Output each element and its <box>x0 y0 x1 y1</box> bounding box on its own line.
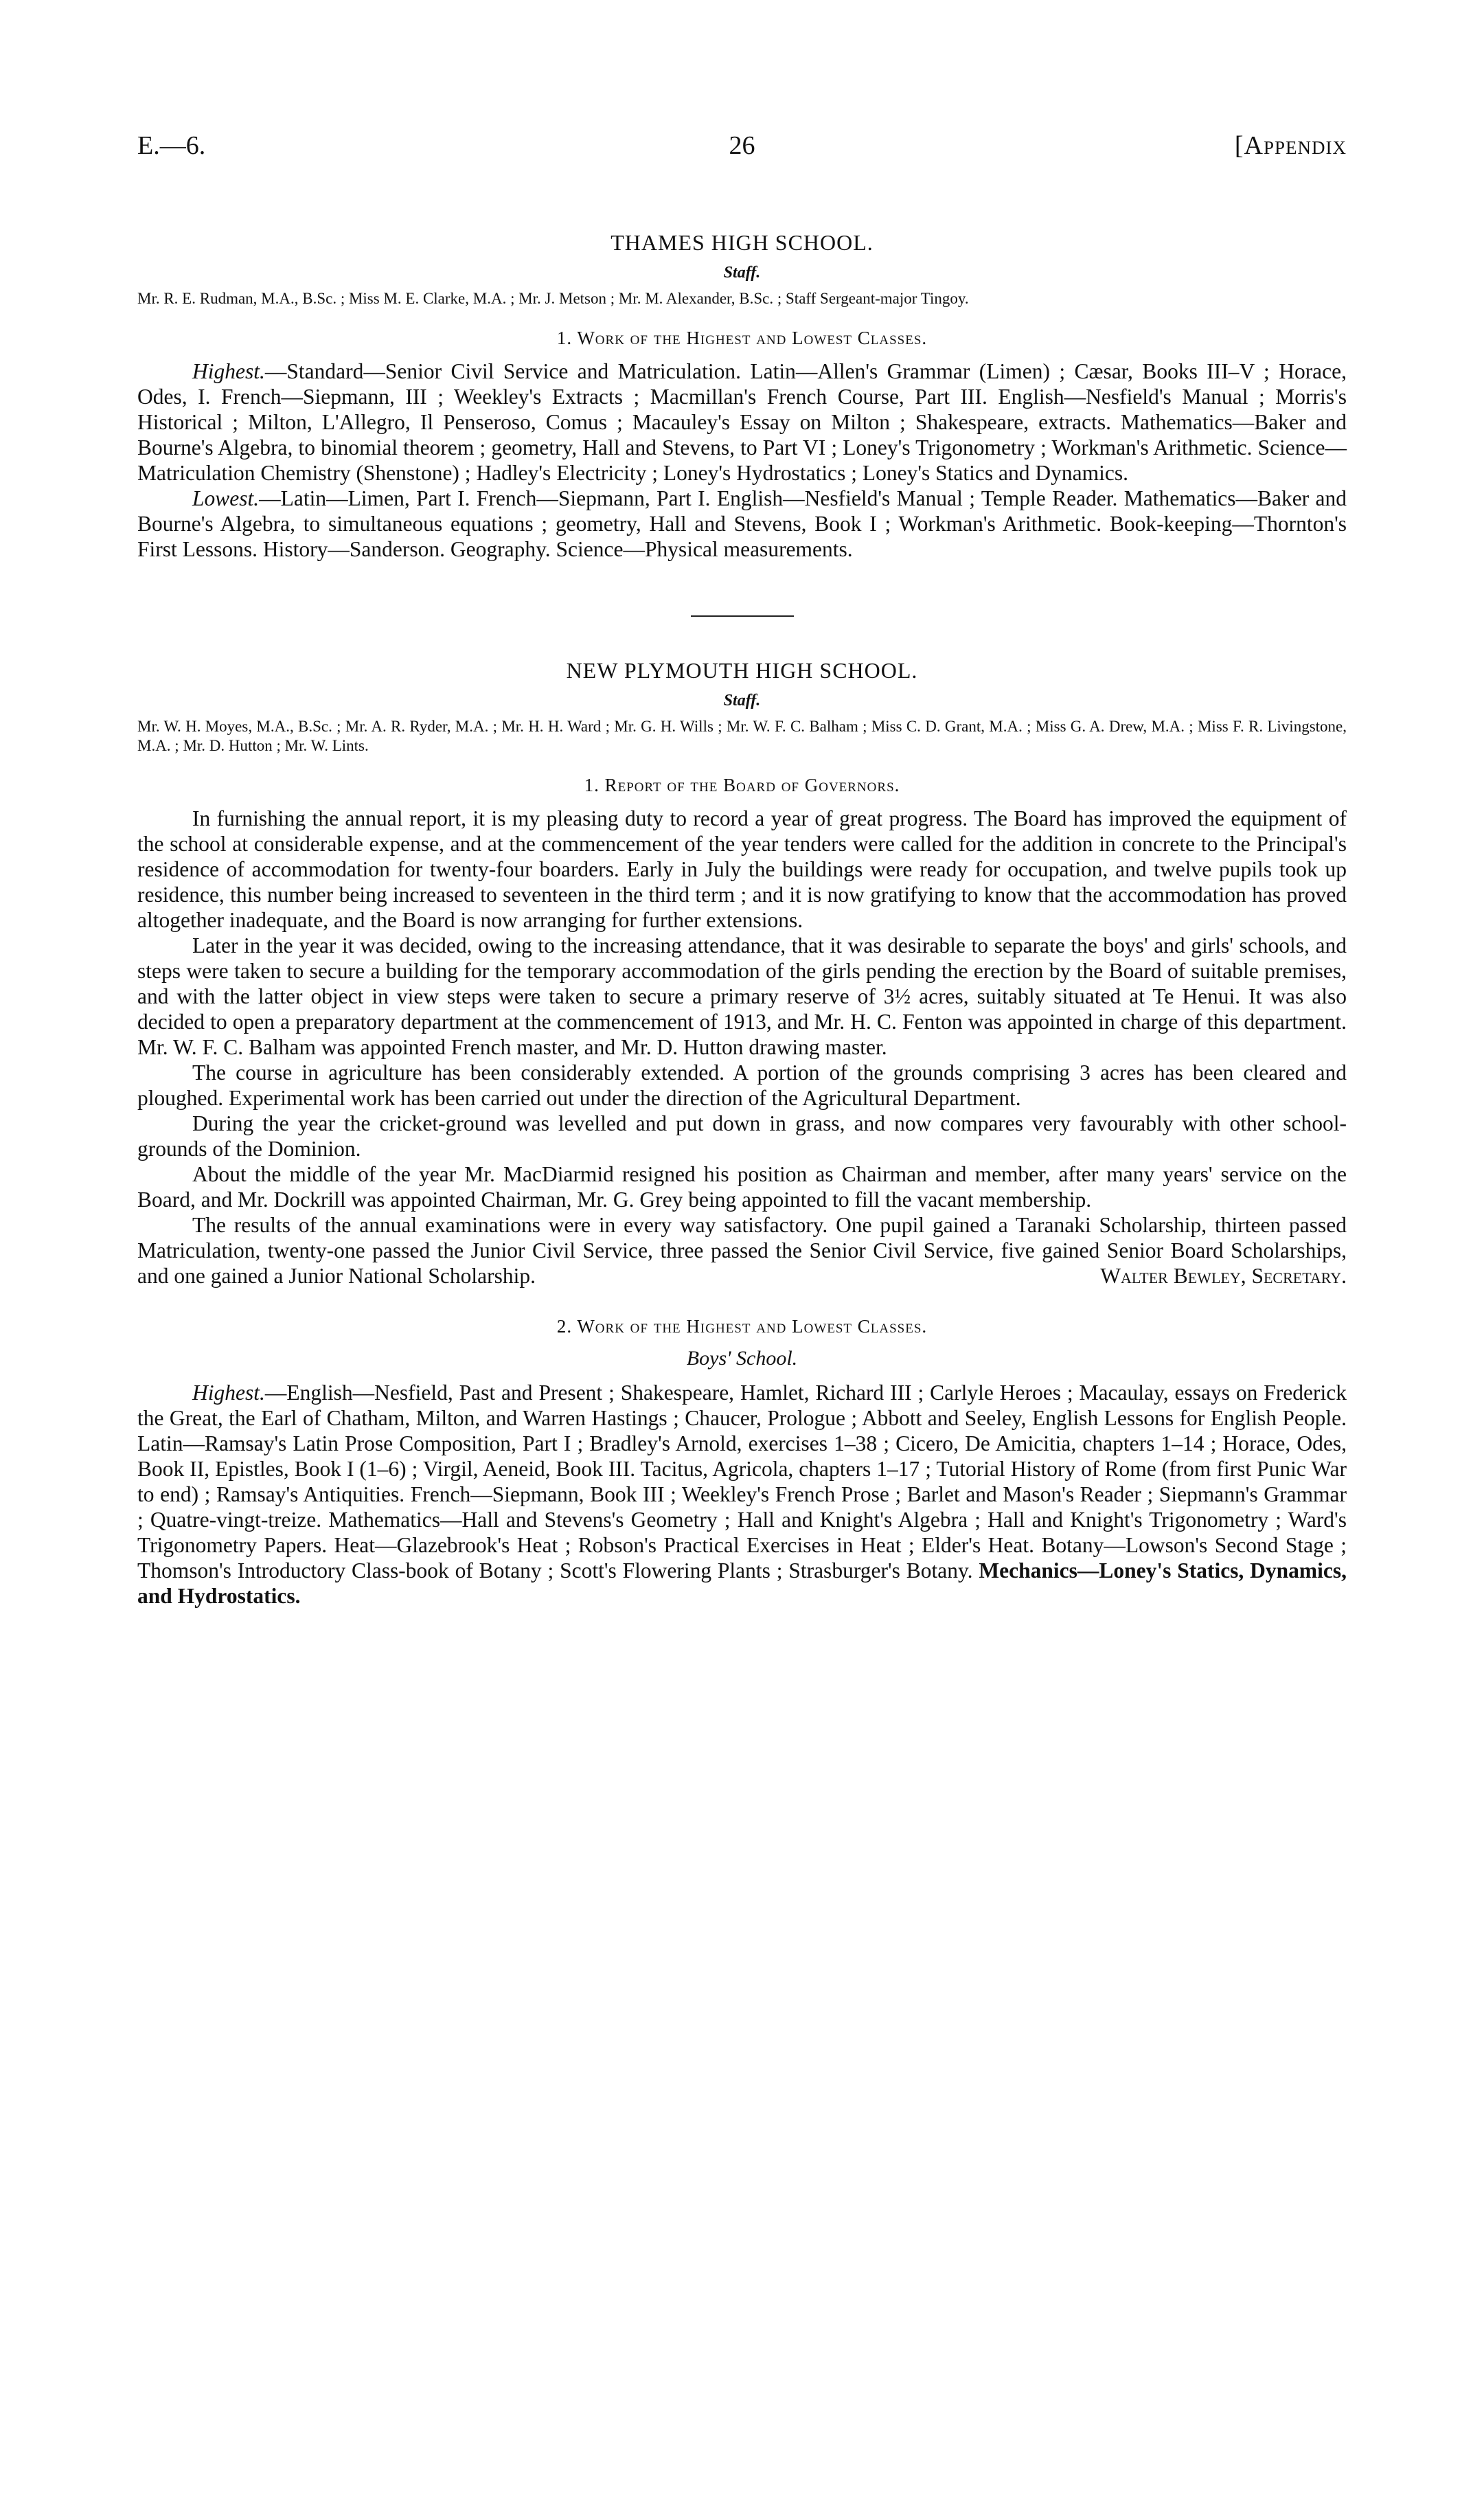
report-paragraph: Later in the year it was decided, owing to the increasing attendance, that it was desirable to separate the boys' and girls' schools, and steps were taken to secure a building for the temporary accommodation of the girls pending the erection by the Board of suitable premises, and with the latter object in view steps were taken to secure a primary reserve of 3½ acres, suitably situated at Te Henui. It was also decided to open a preparatory department at the commencement of 1913, and Mr. H. C. Fenton was appointed in charge of this department. Mr. W. F. C. Balham was appointed French master, and Mr. D. Hutton drawing master. <box>137 933 1347 1059</box>
thames-section-title: 1. Work of the Highest and Lowest Classes. <box>556 328 928 348</box>
work-classes-title: 2. Work of the Highest and Lowest Classes. <box>556 1316 928 1337</box>
thames-highest-label: Highest. <box>192 359 265 383</box>
boys-highest-paragraph <box>137 1380 1347 1609</box>
secretary-signature: Walter Bewley, Secretary. <box>1100 1264 1347 1288</box>
page-header <box>0 131 1484 172</box>
thames-lowest-label: Lowest. <box>192 486 260 510</box>
report-code: E.—6. <box>137 131 206 160</box>
thames-highest-text: —Standard—Senior Civil Service and Matriculation. Latin—Allen's Grammar (Limen) ; Cæsar, Books III–V ; Horace, Odes, I. French—Siepmann, III ; Weekley's Extracts ; Macmillan's French Course, Part III. English—Nesfield's Manual ; Morris's Historical ; Milton, L'Allegro, Il Penseroso, Comus ; Macauley's Essay on Milton ; Shakespeare, extracts. Mathematics—Baker and Bourne's Algebra, to binomial theorem ; geometry, Hall and Stevens, to Part VI ; Loney's Trigonometry ; Workman's Arithmetic. Science—Matriculation Chemistry (Shenstone) ; Hadley's Electricity ; Loney's Hydrostatics ; Loney's Statics and Dynamics. <box>137 359 1347 485</box>
thames-staff-list: Mr. R. E. Rudman, M.A., B.Sc. ; Miss M. E. Clarke, M.A. ; Mr. J. Metson ; Mr. M. Alexander, B.Sc. ; Staff Sergeant-major Tingoy. <box>137 290 969 307</box>
report-paragraph: The course in agriculture has been considerably extended. A portion of the grounds comprising 3 acres has been cleared and ploughed. Experimental work has been carried out under the direction of the Agricultural Department. <box>137 1060 1347 1110</box>
boys-highest-tail: Mechanics—Loney's Statics, Dynamics, and Hydrostatics. <box>137 1558 1347 1608</box>
section-divider <box>691 615 794 617</box>
thames-highest-paragraph <box>137 359 1347 486</box>
new-plymouth-staff-heading: Staff. <box>723 692 761 710</box>
thames-lowest-text: —Latin—Limen, Part I. French—Siepmann, Part I. English—Nesfield's Manual ; Temple Reader. Mathematics—Baker and Bourne's Algebra, to simultaneous equations ; geometry, Hall and Stevens, Book I ; Workman's Arithmetic. Book-keeping—Thornton's First Lessons. History—Sanderson. Geography. Science—Physical measurements. <box>137 486 1347 561</box>
thames-staff-heading: Staff. <box>723 264 761 282</box>
report-final-text: The results of the annual examinations were in every way satisfactory. One pupil gained a Taranaki Scholarship, thirteen passed Matriculation, twenty-one passed the Junior Civil Service, three passed the Senior Civil Service, five gained Senior Board Scholarships, and one gained a Junior National Scholarship. <box>137 1213 1347 1288</box>
report-paragraph: In furnishing the annual report, it is my pleasing duty to record a year of great progress. The Board has improved the equipment of the school at considerable expense, and at the commencement of the year tenders were called for the addition in concrete to the Principal's residence of accommodation for twenty-four boarders. Early in July the buildings were ready for occupation, and twelve pupils took up residence, this number being increased to seventeen in the third term ; and it is now gratifying to know that the accommodation has proved altogether inadequate, and the Board is now arranging for further extensions. <box>137 806 1347 932</box>
boys-highest-text: —English—Nesfield, Past and Present ; Shakespeare, Hamlet, Richard III ; Carlyle Heroes ; Macaulay, essays on Frederick the Great, the Earl of Chatham, Milton, and Warren Hastings ; Chaucer, Prologue ; Abbott and Seeley, English Lessons for English People. Latin—Ramsay's Latin Prose Composition, Part I ; Bradley's Arnold, exercises 1–38 ; Cicero, De Amicitia, chapters 1–14 ; Horace, Odes, Book II, Epistles, Book I (1–6) ; Virgil, Aeneid, Book III. Tacitus, Agricola, chapters 1–17 ; Tutorial History of Rome (from first Punic War to end) ; Ramsay's Antiquities. French—Siepmann, Book III ; Weekley's French Prose ; Barlet and Mason's Reader ; Siepmann's Grammar ; Quatre-vingt-treize. Mathematics—Hall and Stevens's Geometry ; Hall and Knight's Algebra ; Hall and Knight's Trigonometry ; Ward's Trigonometry Papers. Heat—Glazebrook's Heat ; Robson's Practical Exercises in Heat ; Elder's Heat. Botany—Lowson's Second Stage ; Thomson's Introductory Class-book of Botany ; Scott's Flowering Plants ; Strasburger's Botany. <box>137 1381 1347 1583</box>
page-number: 26 <box>729 131 755 160</box>
page-body <box>137 230 1347 1609</box>
report-paragraph: During the year the cricket-ground was levelled and put down in grass, and now compares very favourably with other school-grounds of the Dominion. <box>137 1111 1347 1161</box>
boys-highest-label: Highest. <box>192 1381 265 1405</box>
appendix-label: [Appendix <box>1234 131 1347 160</box>
report-paragraph: About the middle of the year Mr. MacDiarmid resigned his position as Chairman and member, after many years' service on the Board, and Mr. Dockrill was appointed Chairman, Mr. G. Grey being appointed to fill the vacant membership. <box>137 1162 1347 1212</box>
board-report-title: 1. Report of the Board of Governors. <box>584 775 900 795</box>
thames-title: THAMES HIGH SCHOOL. <box>610 230 874 255</box>
boys-school-heading: Boys' School. <box>686 1347 798 1370</box>
new-plymouth-title: NEW PLYMOUTH HIGH SCHOOL. <box>566 658 918 683</box>
thames-lowest-paragraph <box>137 486 1347 562</box>
report-paragraph-final <box>137 1212 1347 1289</box>
new-plymouth-staff-list: Mr. W. H. Moyes, M.A., B.Sc. ; Mr. A. R. Ryder, M.A. ; Mr. H. H. Ward ; Mr. G. H. Wills ; Mr. W. F. C. Balham ; Miss C. D. Grant, M.A. ; Miss G. A. Drew, M.A. ; Miss F. R. Livingstone, M.A. ; Mr. D. Hutton ; Mr. W. Lints. <box>137 718 1347 754</box>
